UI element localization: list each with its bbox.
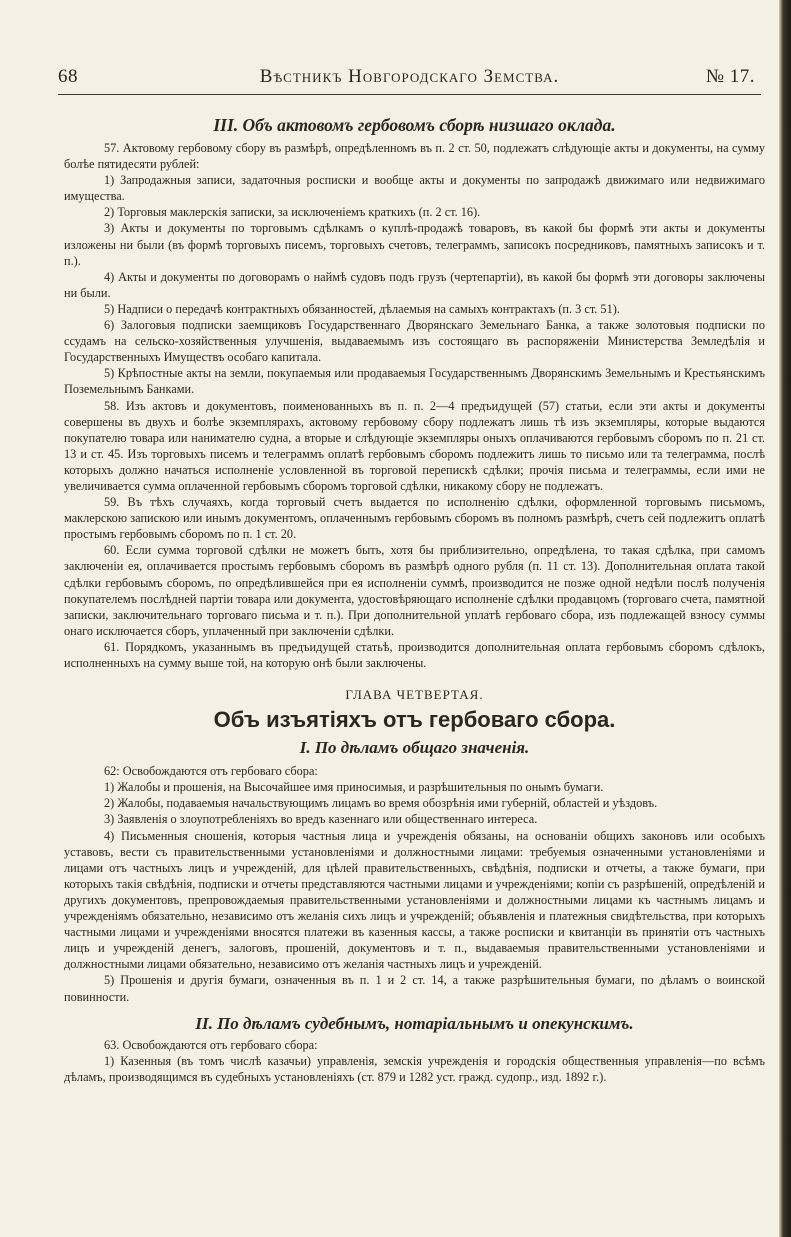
paragraph: 2) Жалобы, подаваемыя начальствующимъ лицамъ во время обозрѣнія ими губерній, областей и уѣздовъ. — [104, 796, 658, 811]
paragraph: 5) Крѣпостные акты на земли, покупаемыя или продаваемыя Государственнымъ Дворянскимъ Земельнымъ и Крестьянскимъ Поземельнымъ Банками. — [64, 366, 765, 397]
paragraph: 3) Заявленія о злоупотребленіяхъ во вредъ казеннаго или общественнаго интереса. — [104, 812, 538, 827]
paragraph: 5) Прошенія и другія бумаги, означенныя въ п. 1 и 2 ст. 14, а также разрѣшительныя бумаги, по дѣламъ о воинской повинности. — [64, 973, 765, 1004]
paragraph: 59. Въ тѣхъ случаяхъ, когда торговый счетъ выдается по исполненію сдѣлки, оформленной торговымъ письмомъ, маклерскою запискою или инымъ документомъ, оплаченнымъ гербовымъ сборомъ въ полномъ размѣрѣ, счетъ сей подлежитъ оплатѣ простымъ гербовымъ сборомъ по п. 1 ст. 20. — [64, 495, 765, 542]
binding-edge — [779, 0, 791, 1237]
paragraph: 6) Залоговыя подписки заемщиковъ Государственнаго Дворянскаго Земельнаго Банка, а также золотовыя подписки по ссудамъ на сельско-хозяйственныя улучшенія, выдаваемымъ изъ состоящаго въ распоряженіи Министерства Земледѣлія и Государственныхъ Имуществъ особаго капитала. — [64, 318, 765, 365]
paragraph: 57. Актовому гербовому сбору въ размѣрѣ, опредѣленномъ въ п. 2 ст. 50, подлежатъ слѣдующіе акты и документы, на сумму болѣе пятидесяти рублей: — [64, 141, 765, 172]
paragraph: 60. Если сумма торговой сдѣлки не можетъ быть, хотя бы приблизительно, опредѣлена, то такая сдѣлка, при самомъ заключеніи ея, оплачивается простымъ гербовымъ сборомъ въ размѣрѣ одного рубля (п. 11 ст. 13). Дополнительная оплата такой сдѣлки гербовымъ сборомъ, по опредѣлившейся при ея исполненіи суммѣ, производится не позже одной недѣли послѣ полученія покупателемъ послѣдней партіи товара или документа, удостовѣряющаго исполненіе сдѣлки продавцомъ (торговаго счета, памятной записки, заключительнаго торговаго письма и т. п.). При дополнительной уплатѣ гербоваго сбора, изъ подлежащей взносу суммы онаго исключается сборъ, уплаченный при заключеніи сдѣлки. — [64, 543, 765, 638]
body-text — [64, 112, 765, 1085]
paragraph: 5) Надписи о передачѣ контрактныхъ обязанностей, дѣлаемыя на самыхъ контрактахъ (п. 3 ст. 51). — [104, 301, 620, 316]
paragraph: 3) Акты и документы по торговымъ сдѣлкамъ о куплѣ-продажѣ товаровъ, въ какой бы формѣ эти акты и документы изложены ни были (въ формѣ торговыхъ писемъ, торговыхъ счетовъ, телеграммъ, записокъ посредниковъ, памятныхъ записокъ и т. п.). — [64, 221, 765, 268]
issue-number: № 17. — [705, 66, 755, 87]
section-title: III. Объ актовомъ гербовомъ сборѣ низшаго оклада. — [213, 115, 616, 135]
journal-title: Вѣстникъ Новгородскаго Земства. — [259, 66, 560, 87]
chapter-title: Объ изъятіяхъ отъ гербоваго сбора. — [213, 707, 616, 733]
running-header — [58, 66, 761, 95]
page-number: 68 — [58, 66, 78, 87]
paragraph: 62: Освобождаются отъ гербоваго сбора: — [104, 764, 318, 779]
paragraph: 1) Казенныя (въ томъ числѣ казачьи) управленія, земскія учрежденія и городскія общественныя управленія—по всѣмъ дѣламъ, производящимся въ судебныхъ установленіяхъ (ст. 879 и 1282 уст. гражд. судопр., изд. 1892 г.). — [64, 1053, 765, 1084]
paragraph: 58. Изъ актовъ и документовъ, поименованныхъ въ п. п. 2—4 предъидущей (57) статьи, если эти акты и документы совершены въ двухъ и болѣе экземплярахъ, актовому гербовому сбору подлежатъ лишь тѣ изъ экземпляры, которые выдаются покупателю товара или нанимателю судна, а вторые и слѣдующіе экземпляры оныхъ оплачиваются гербовымъ сборомъ по п. 21 ст. 13 и ст. 45. Изъ торговыхъ писемъ и телеграммъ оплатѣ гербовымъ сборомъ подлежитъ лишь то письмо или та телеграмма, послѣ которыхъ должно начаться исполненіе условленной въ торговой перепискѣ сдѣлки; прочія письма и телеграммы, если ими не увеличивается сумма оплаченной гербовымъ сборомъ торговой сдѣлки, никакому сбору не подлежатъ. — [64, 398, 765, 493]
paragraph: 4) Письменныя сношенія, которыя частныя лица и учрежденія обязаны, на основаніи общихъ законовъ или особыхъ уставовъ, вести съ правительственными установленіями и должностными лицами: требуемыя означенными установленіями и лицами отъ частныхъ лицъ и учрежденій, для цѣлей правительственныхъ, свѣдѣнія, подписки и отчеты, а также бумаги, при которыхъ такія свѣдѣнія, подписки и отчеты представляются частными лицами и учрежденіями; копіи съ разрѣшеній, опредѣленій и другихъ документовъ, препровождаемыя правительственными установленіями и должностными лицами къ частнымъ лицамъ и учрежденіямъ обязательно, независимо отъ желанія сихъ лицъ и учрежденій; объявленія и платежныя свидѣтельства, при которыхъ частными лицами и учрежденіями вносятся платежи въ казенныя кассы, а также росписки и квитанціи въ принятіи отъ частныхъ лицъ и учрежденій денегъ, залоговъ, прошеній, документовъ и т. п., выдаваемыя правительственными установленіями и должностными лицами обязательно, независимо отъ желанія частныхъ лицъ и учрежденій. — [64, 828, 765, 972]
paragraph: 61. Порядкомъ, указаннымъ въ предъидущей статьѣ, производится дополнительная оплата гербовымъ сборомъ сдѣлокъ, исполненныхъ на сумму выше той, на которую онѣ были заключены. — [64, 639, 765, 670]
subsection-title: I. По дѣламъ общаго значенія. — [299, 738, 530, 758]
paragraph: 2) Торговыя маклерскія записки, за исключеніемъ краткихъ (п. 2 ст. 16). — [104, 205, 481, 220]
paragraph: 1) Жалобы и прошенія, на Высочайшее имя приносимыя, и разрѣшительныя по онымъ бумаги. — [104, 780, 604, 795]
paragraph: 63. Освобождаются отъ гербоваго сбора: — [104, 1037, 318, 1052]
chapter-label: ГЛАВА ЧЕТВЕРТАЯ. — [345, 687, 484, 703]
subsection-title: II. По дѣламъ судебнымъ, нотаріальнымъ и опекунскимъ. — [195, 1013, 634, 1033]
paragraph: 1) Запродажныя записи, задаточныя росписки и вообще акты и документы по запродажѣ движимаго или недвижимаго имущества. — [64, 173, 765, 204]
paragraph: 4) Акты и документы по договорамъ о наймѣ судовъ подъ грузъ (чертепартіи), въ какой бы формѣ эти договоры заключены ни были. — [64, 269, 765, 300]
